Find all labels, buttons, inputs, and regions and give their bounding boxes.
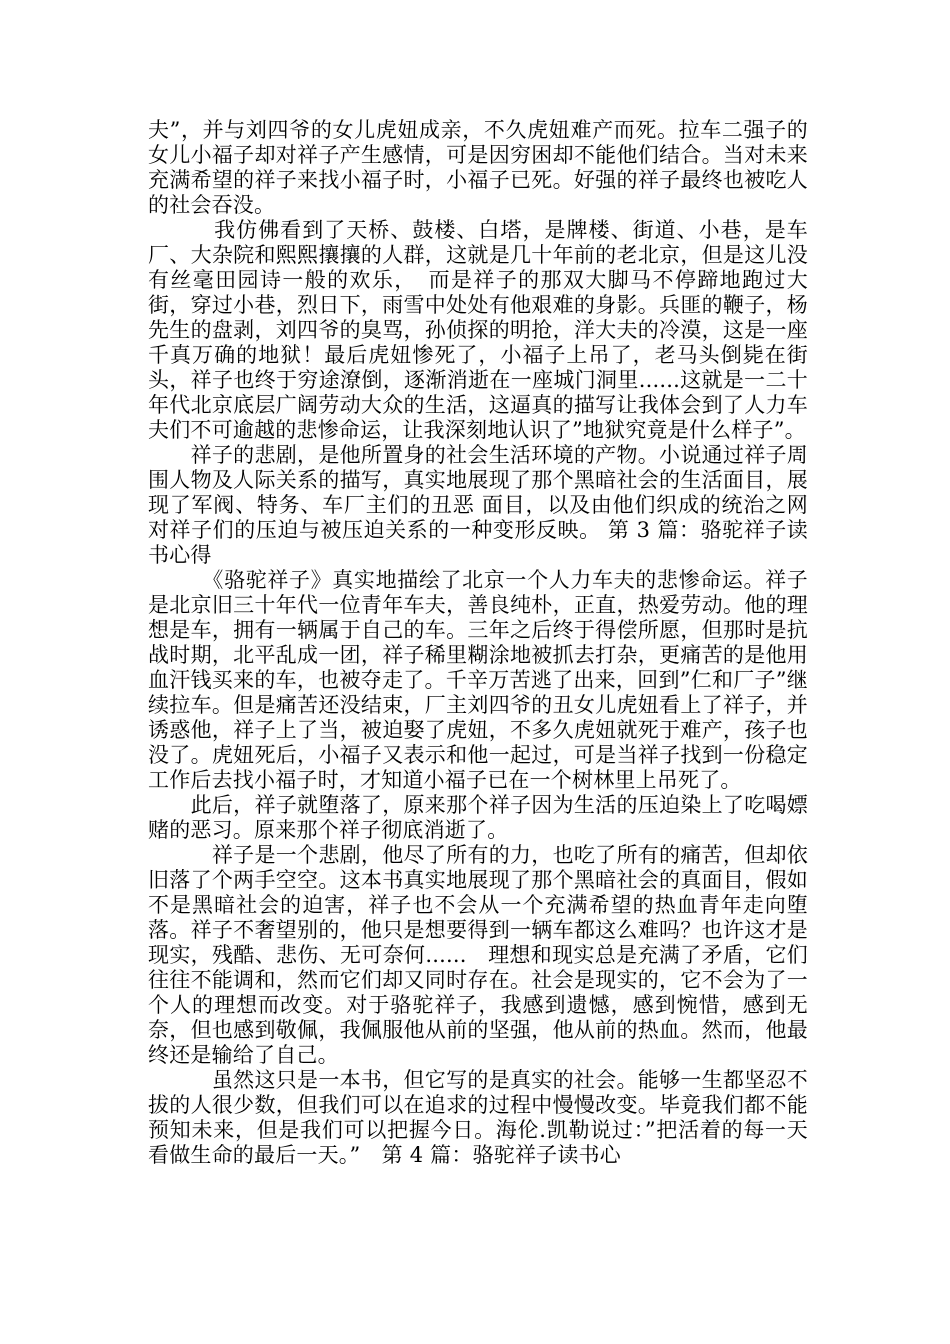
paragraph-2: 我仿佛看到了天桥、鼓楼、白塔，是牌楼、街道、小巷，是车厂、大杂院和熙熙攘攘的人群，这就是几十年前的老北京，但是这儿没有丝毫田园诗一般的欢乐， 而是祥子的那双大脚马不停蹄地跑过大街，穿过小巷，烈日下，雨雪中处处有他艰难的身影。兵匪的鞭子，杨先生的盘剥，刘四爷的臭骂，孙侦探的明抢，洋大夫的冷漠，这是一座千真万确的地狱！最后虎妞惨死了，小福子上吊了，老马头倒毙在街头，祥子也终于穷途潦倒，逐渐消逝在一座城门洞里......这就是一二十年代北京底层广阔劳动大众的生活，这逼真的描写让我体会到了人力车夫们不可逾越的悲惨命运，让我深刻地认识了”地狱究竟是什么样子”。 [148,218,808,442]
paragraph-6: 祥子是一个悲剧，他尽了所有的力，也吃了所有的痛苦，但却依旧落了个两手空空。这本书真实地展现了那个黑暗社会的真面目，假如不是黑暗社会的迫害，祥子也不会从一个充满希望的热血青年走向堕落。祥子不奢望别的，他只是想要得到一辆车都这么难吗？也许这才是现实，残酷、悲伤、无可奈何...... 理想和现实总是充满了矛盾，它们往往不能调和，然而它们却又同时存在。社会是现实的，它不会为了一个人的理想而改变。对于骆驼祥子，我感到遗憾，感到惋惜，感到无奈，但也感到敬佩，我佩服他从前的坚强，他从前的热血。然而，他最终还是输给了自己。 [148,843,808,1067]
paragraph-3: 祥子的悲剧，是他所置身的社会生活环境的产物。小说通过祥子周围人物及人际关系的描写，真实地展现了那个黑暗社会的生活面目，展现了军阀、特务、车厂主们的丑恶 面目，以及由他们织成的统治之网对祥子们的压迫与被压迫关系的一种变形反映。 第 3 篇：骆驼祥子读书心得 [148,443,808,567]
paragraph-5: 此后，祥子就堕落了，原来那个祥子因为生活的压迫染上了吃喝嫖赌的恶习。原来那个祥子彻底消逝了。 [148,793,808,842]
paragraph-7: 虽然这只是一本书，但它写的是真实的社会。能够一生都坚忍不拔的人很少数，但我们可以在追求的过程中慢慢改变。毕竟我们都不能预知未来，但是我们可以把握今日。海伦.凯勒说过：”把活着的每一天看做生命的最后一天。” 第 4 篇：骆驼祥子读书心 [148,1068,808,1167]
document-body [148,118,808,1168]
paragraph-1: 夫”，并与刘四爷的女儿虎妞成亲，不久虎妞难产而死。拉车二强子的女儿小福子却对祥子产生感情，可是因穷困却不能他们结合。当对未来充满希望的祥子来找小福子时，小福子已死。好强的祥子最终也被吃人的社会吞没。 [148,118,808,217]
paragraph-4: 《骆驼祥子》真实地描绘了北京一个人力车夫的悲惨命运。祥子是北京旧三十年代一位青年车夫，善良纯朴，正直，热爱劳动。他的理想是车，拥有一辆属于自己的车。三年之后终于得偿所愿，但那时是抗战时期，北平乱成一团，祥子稀里糊涂地被抓去打杂，更痛苦的是他用血汗钱买来的车，也被夺走了。千辛万苦逃了出来，回到”仁和厂子”继续拉车。但是痛苦还没结束，厂主刘四爷的丑女儿虎妞看上了祥子，并诱惑他，祥子上了当，被迫娶了虎妞，不多久虎妞就死于难产，孩子也没了。虎妞死后，小福子又表示和他一起过，可是当祥子找到一份稳定工作后去找小福子时，才知道小福子已在一个树林里上吊死了。 [148,568,808,792]
